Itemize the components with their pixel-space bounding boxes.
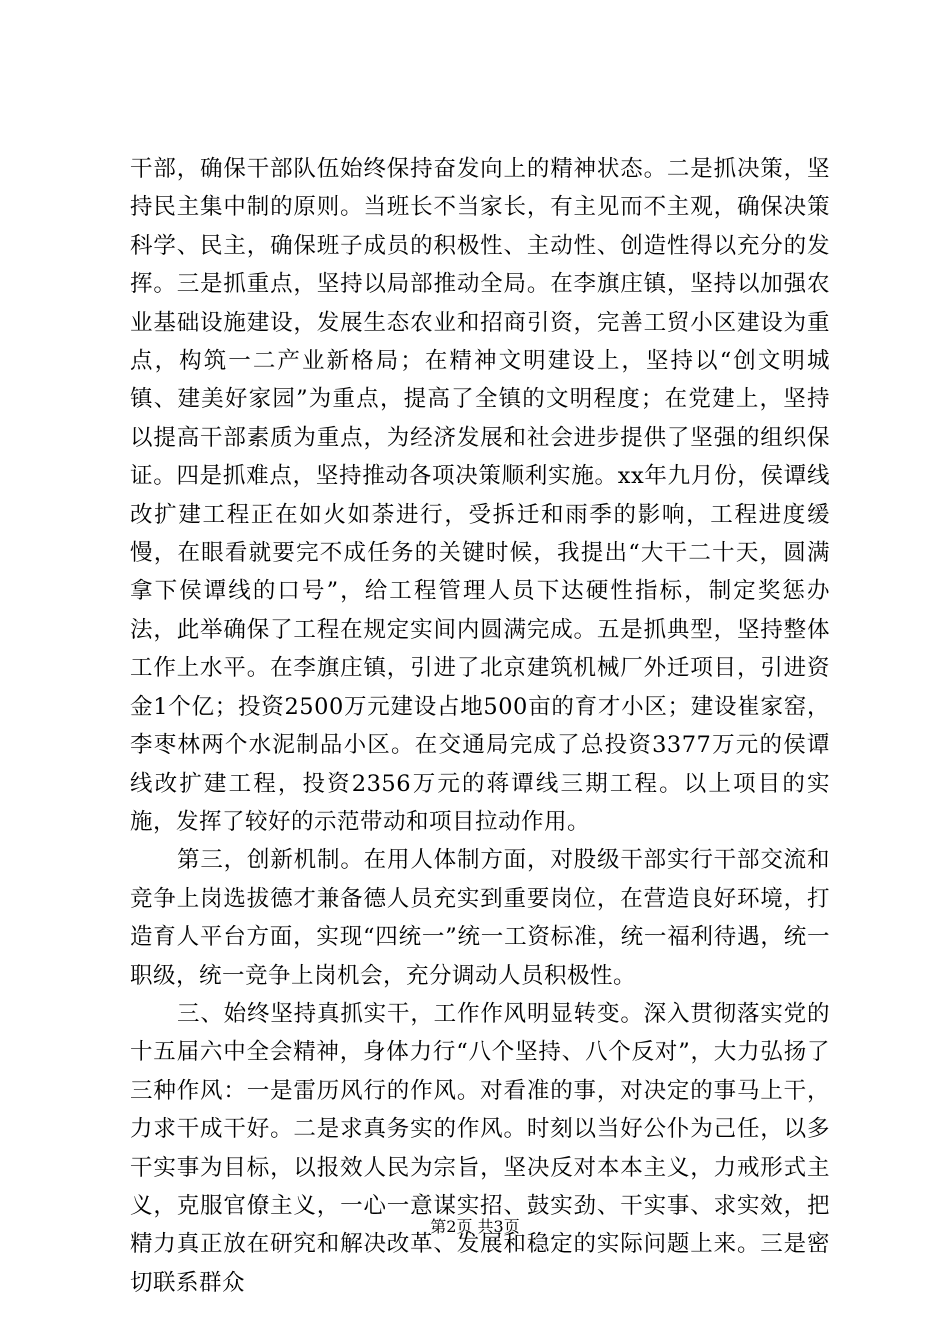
paragraph-1: 干部，确保干部队伍始终保持奋发向上的精神状态。二是抓决策，坚持民主集中制的原则。当班长不当家长，有主见而不主观，确保决策科学、民主，确保班子成员的积极性、主动性、创造性得以充分的发挥。三是抓重点，坚持以局部推动全局。在李旗庄镇，坚持以加强农业基础设施建设，发展生态农业和招商引资，完善工贸小区建设为重点，构筑一二产业新格局；在精神文明建设上，坚持以“创文明城镇、建美好家园”为重点，提高了全镇的文明程度；在党建上，坚持以提高干部素质为重点，为经济发展和社会进步提供了坚强的组织保证。四是抓难点，坚持推动各项决策顺利实施。xx年九月份，侯谭线改扩建工程正在如火如荼进行，受拆迁和雨季的影响，工程进度缓慢，在眼看就要完不成任务的关键时候，我提出“大干二十天，圆满拿下侯谭线的口号”，给工程管理人员下达硬性指标，制定奖惩办法，此举确保了工程在规定实间内圆满完成。五是抓典型，坚持整体工作上水平。在李旗庄镇，引进了北京建筑机械厂外迁项目，引进资金1个亿；投资2500万元建设占地500亩的育才小区；建设崔家窑，李枣林两个水泥制品小区。在交通局完成了总投资3377万元的侯谭线改扩建工程，投资2356万元的蒋谭线三期工程。以上项目的实施，发挥了较好的示范带动和项目拉动作用。 — [130, 156, 830, 835]
paragraph-3: 三、始终坚持真抓实干，工作作风明显转变。深入贯彻落实党的十五届六中全会精神，身体力行“八个坚持、八个反对”，大力弘扬了三种作风：一是雷历风行的作风。对看准的事，对决定的事马上干，力求干成干好。二是求真务实的作风。时刻以当好公仆为己任，以多干实事为目标，以报效人民为宗旨，坚决反对本本主义，力戒形式主义，克服官僚主义，一心一意谋实招、鼓实劲、干实事、求实效，把精力真正放在研究和解决改革、发展和稳定的实际问题上来。三是密切联系群众 — [130, 1000, 830, 1296]
document-body — [130, 150, 830, 1302]
page-footer: 第2页 共3页 — [430, 1217, 520, 1236]
paragraph-2: 第三，创新机制。在用人体制方面，对股级干部实行干部交流和竞争上岗选拔德才兼备德人员充实到重要岗位，在营造良好环境，打造育人平台方面，实现“四统一”统一工资标准，统一福利待遇，统一职级，统一竞争上岗机会，充分调动人员积极性。 — [130, 847, 830, 989]
